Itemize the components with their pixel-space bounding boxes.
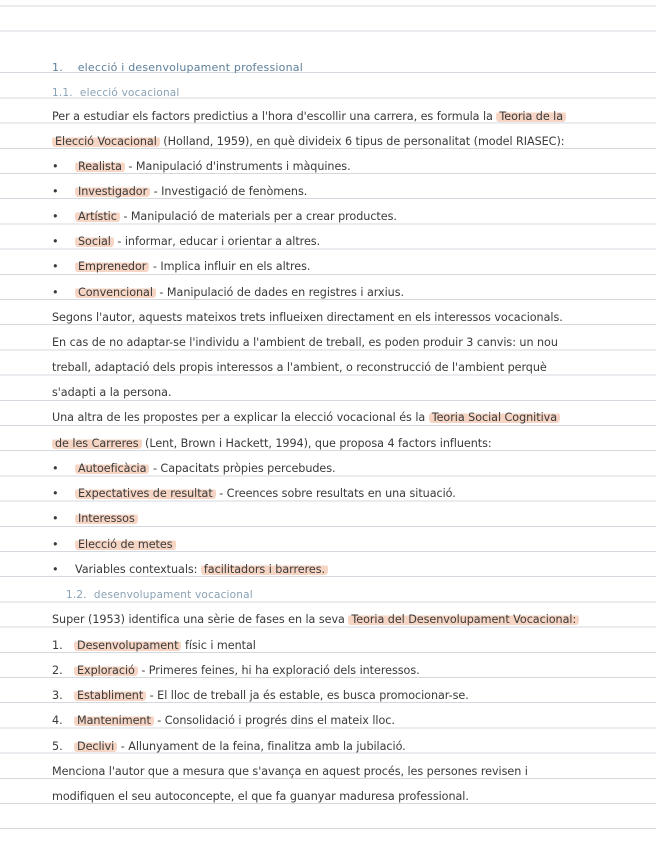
factor-term: Interessos [75, 512, 138, 525]
factor-desc: - Capacitats pròpies percebudes. [149, 462, 336, 475]
holland-theory-highlight-cont: Elecció Vocacional [52, 135, 160, 148]
list-item [52, 487, 626, 501]
section-1-number: 1. [52, 61, 63, 74]
variables-text: Variables contextuals: [75, 563, 201, 576]
riasec-term: Artístic [75, 210, 120, 223]
numbered-item [52, 664, 626, 678]
list-item [52, 210, 626, 224]
list-item [52, 235, 626, 249]
list-item [52, 512, 626, 526]
bullet-icon: • [52, 160, 59, 173]
phase-desc: - Allunyament de la feina, finalitza amb la jubilació. [117, 740, 406, 753]
super-theory-highlight: Teoria del Desenvolupament Vocacional: [348, 613, 579, 626]
lent-line-1 [52, 411, 626, 425]
phase-desc: - Primeres feines, hi ha exploració dels interessos. [137, 664, 420, 677]
lent-text-cont: (Lent, Brown i Hackett, 1994), que proposa 4 factors influents: [141, 437, 492, 450]
section-1-2-number: 1.2. [66, 589, 87, 601]
paragraph-line: Segons l'autor, aquests mateixos trets influeixen directament en els interessos vocacionals. [52, 311, 563, 324]
intro-line-1 [52, 110, 626, 124]
holland-theory-highlight: Teoria de la [496, 110, 566, 123]
list-item [52, 563, 626, 577]
riasec-desc: - Manipulació d'instruments i màquines. [124, 160, 351, 173]
riasec-desc: - Implica influir en els altres. [149, 260, 311, 273]
paragraph-line: treball, adaptació dels propis interessos a l'ambient, o reconstrucció de l'ambient perquè [52, 361, 547, 374]
phase-desc: físic i mental [181, 639, 256, 652]
phase-term: Manteniment [74, 714, 154, 727]
section-1-title: elecció i desenvolupament professional [77, 61, 303, 74]
numbered-item [52, 714, 626, 728]
riasec-desc: - Manipulació de dades en registres i arxius. [155, 286, 404, 299]
riasec-desc: - informar, educar i orientar a altres. [113, 235, 321, 248]
list-item [52, 462, 626, 476]
section-1-2-heading [66, 588, 626, 602]
phase-desc: - Consolidació i progrés dins el mateix lloc. [153, 714, 395, 727]
super-text: Super (1953) identifica una sèrie de fases en la seva [52, 613, 349, 626]
numbered-item [52, 740, 626, 754]
intro-text: Per a estudiar els factors predictius a l'hora d'escollir una carrera, es formula la [52, 110, 497, 123]
section-1-heading [52, 61, 626, 75]
phase-term: Declivi [74, 740, 117, 753]
riasec-desc: - Manipulació de materials per a crear productes. [119, 210, 397, 223]
phase-number: 5. [52, 740, 63, 753]
riasec-term: Social [75, 235, 114, 248]
bullet-icon: • [52, 563, 59, 576]
social-cognitive-theory-highlight-cont: de les Carreres [52, 437, 142, 450]
bullet-icon: • [52, 487, 59, 500]
bullet-icon: • [52, 210, 59, 223]
bullet-icon: • [52, 286, 59, 299]
riasec-term: Convencional [75, 286, 156, 299]
list-item [52, 286, 626, 300]
lent-line-2 [52, 437, 626, 451]
list-item [52, 260, 626, 274]
bullet-icon: • [52, 462, 59, 475]
list-item [52, 185, 626, 199]
section-1-1-number: 1.1. [52, 87, 73, 99]
lent-text: Una altra de les propostes per a explicar la elecció vocacional és la [52, 411, 429, 424]
riasec-term: Realista [75, 160, 125, 173]
paragraph-line: Menciona l'autor que a mesura que s'avança en aquest procés, les persones revisen i [52, 765, 528, 778]
bullet-icon: • [52, 512, 59, 525]
bullet-icon: • [52, 185, 59, 198]
variables-highlight: facilitadors i barreres. [201, 563, 328, 576]
factor-term: Elecció de metes [75, 538, 176, 551]
section-1-1-heading [52, 86, 626, 100]
riasec-term: Investigador [75, 185, 150, 198]
numbered-item [52, 639, 626, 653]
section-1-2-title: desenvolupament vocacional [93, 589, 253, 601]
phase-term: Establiment [74, 689, 146, 702]
section-1-1-title: elecció vocacional [79, 87, 180, 99]
bullet-icon: • [52, 235, 59, 248]
paragraph-line: modifiquen el seu autoconcepte, el que fa guanyar maduresa professional. [52, 790, 469, 803]
riasec-term: Emprenedor [75, 260, 149, 273]
phase-number: 4. [52, 714, 63, 727]
riasec-desc: - Investigació de fenòmens. [150, 185, 308, 198]
intro-line-2 [52, 135, 626, 149]
factor-term: Expectatives de resultat [75, 487, 216, 500]
phase-number: 1. [52, 639, 63, 652]
factor-desc: - Creences sobre resultats en una situació. [215, 487, 456, 500]
super-line [52, 613, 626, 627]
paragraph-line: En cas de no adaptar-se l'individu a l'ambient de treball, es poden produir 3 canvis: un nou [52, 336, 558, 349]
phase-desc: - El lloc de treball ja és estable, es busca promocionar-se. [146, 689, 469, 702]
phase-number: 2. [52, 664, 63, 677]
bullet-icon: • [52, 260, 59, 273]
phase-term: Desenvolupament [74, 639, 181, 652]
social-cognitive-theory-highlight: Teoria Social Cognitiva [429, 411, 560, 424]
paragraph-line: s'adapti a la persona. [52, 386, 172, 399]
phase-number: 3. [52, 689, 63, 702]
list-item [52, 538, 626, 552]
intro-text-cont: (Holland, 1959), en què divideix 6 tipus de personalitat (model RIASEC): [159, 135, 565, 148]
list-item [52, 160, 626, 174]
factor-term: Autoeficàcia [75, 462, 149, 475]
numbered-item [52, 689, 626, 703]
phase-term: Exploració [74, 664, 138, 677]
bullet-icon: • [52, 538, 59, 551]
